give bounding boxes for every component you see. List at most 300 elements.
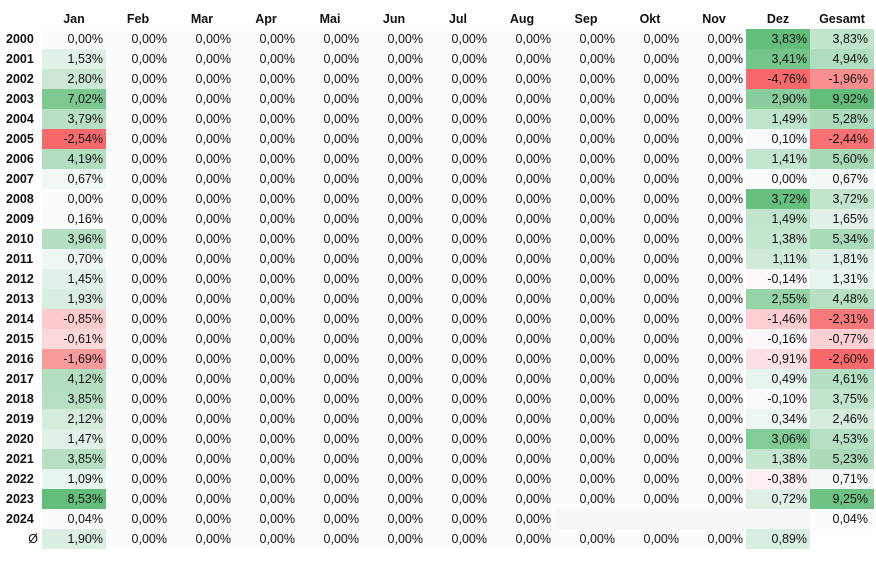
value-cell: 0,00% <box>170 269 234 289</box>
table-row <box>4 469 874 489</box>
row-label: 2018 <box>6 392 34 406</box>
value-cell: 0,00% <box>106 29 170 49</box>
value-cell: 0,00% <box>234 209 298 229</box>
value-cell: 0,00% <box>106 109 170 129</box>
value-cell: 0,00% <box>106 349 170 369</box>
value-cell: 0,00% <box>682 289 746 309</box>
value-cell: 0,00% <box>426 49 490 69</box>
row-label: 2002 <box>6 72 34 86</box>
total-cell: 1,81% <box>810 249 874 269</box>
value-cell: 0,00% <box>490 249 554 269</box>
value-cell: 0,00% <box>106 69 170 89</box>
total-cell: 0,71% <box>810 469 874 489</box>
value-cell: 0,00% <box>298 489 362 509</box>
value-cell: 0,00% <box>426 409 490 429</box>
value-cell: 0,00% <box>106 269 170 289</box>
column-header: Jun <box>382 12 406 26</box>
value-cell: 0,00% <box>618 309 682 329</box>
column-header: Nov <box>702 12 726 26</box>
value-cell: 0,00% <box>362 509 426 529</box>
row-label: Ø <box>28 532 38 546</box>
value-cell: 0,00% <box>490 189 554 209</box>
total-cell: 9,25% <box>810 489 874 509</box>
value-cell: 0,00% <box>298 49 362 69</box>
value-cell: 0,00% <box>426 29 490 49</box>
value-cell: 0,00% <box>106 429 170 449</box>
total-cell: 5,23% <box>810 449 874 469</box>
total-cell: 1,65% <box>810 209 874 229</box>
value-cell: 0,00% <box>554 69 618 89</box>
value-cell: 0,00% <box>682 469 746 489</box>
table-row <box>4 269 874 289</box>
value-cell: 0,00% <box>234 189 298 209</box>
table-row <box>4 449 874 469</box>
value-cell: 0,00% <box>170 229 234 249</box>
value-cell: 0,00% <box>362 229 426 249</box>
value-cell: 0,00% <box>234 369 298 389</box>
value-cell: 0,00% <box>490 529 554 549</box>
value-cell: 0,00% <box>682 409 746 429</box>
value-cell: 0,00% <box>106 149 170 169</box>
value-cell: 0,00% <box>682 169 746 189</box>
value-cell: 0,00% <box>554 489 618 509</box>
row-label: 2014 <box>6 312 34 326</box>
row-label: 2017 <box>6 372 34 386</box>
table-row <box>4 109 874 129</box>
value-cell: 1,41% <box>746 149 810 169</box>
value-cell: 2,12% <box>42 409 106 429</box>
value-cell: 0,00% <box>682 309 746 329</box>
value-cell: 0,00% <box>554 409 618 429</box>
corner-cell <box>4 9 42 29</box>
total-cell: 5,60% <box>810 149 874 169</box>
value-cell: -1,69% <box>42 349 106 369</box>
value-cell: 0,00% <box>170 529 234 549</box>
value-cell: 0,00% <box>234 409 298 429</box>
value-cell: -0,16% <box>746 329 810 349</box>
value-cell: 0,00% <box>362 449 426 469</box>
row-label: 2016 <box>6 352 34 366</box>
total-cell: 9,92% <box>810 89 874 109</box>
value-cell: 0,00% <box>170 89 234 109</box>
total-cell: 2,46% <box>810 409 874 429</box>
total-cell: 4,61% <box>810 369 874 389</box>
table-row <box>4 389 874 409</box>
value-cell: 0,00% <box>234 529 298 549</box>
row-label: 2023 <box>6 492 34 506</box>
total-cell: 5,34% <box>810 229 874 249</box>
value-cell: -0,85% <box>42 309 106 329</box>
value-cell: 0,00% <box>554 49 618 69</box>
value-cell: 0,00% <box>234 489 298 509</box>
value-cell: 0,00% <box>298 149 362 169</box>
value-cell: 0,16% <box>42 209 106 229</box>
column-header: Jul <box>448 12 468 26</box>
value-cell: 0,00% <box>554 229 618 249</box>
row-label: 2024 <box>6 512 34 526</box>
value-cell: 0,00% <box>618 189 682 209</box>
value-cell: 0,00% <box>426 89 490 109</box>
value-cell: 0,00% <box>426 469 490 489</box>
value-cell: 0,00% <box>490 209 554 229</box>
value-cell: 0,00% <box>682 269 746 289</box>
value-cell: 8,53% <box>42 489 106 509</box>
row-label: 2012 <box>6 272 34 286</box>
row-label: 2000 <box>6 32 34 46</box>
value-cell: 0,00% <box>362 189 426 209</box>
value-cell: 0,00% <box>682 389 746 409</box>
column-header: Sep <box>574 12 598 26</box>
value-cell: 0,00% <box>426 349 490 369</box>
value-cell: -0,91% <box>746 349 810 369</box>
value-cell: 0,00% <box>362 49 426 69</box>
value-cell: -0,10% <box>746 389 810 409</box>
value-cell: 0,00% <box>170 309 234 329</box>
value-cell: 0,00% <box>42 29 106 49</box>
value-cell: 1,90% <box>42 529 106 549</box>
value-cell: 1,38% <box>746 449 810 469</box>
value-cell: 0,00% <box>426 189 490 209</box>
column-header: Apr <box>255 12 277 26</box>
value-cell: 0,00% <box>106 169 170 189</box>
value-cell: 0,00% <box>234 389 298 409</box>
value-cell: 0,00% <box>170 509 234 529</box>
value-cell: 4,12% <box>42 369 106 389</box>
value-cell: 0,00% <box>170 389 234 409</box>
value-cell: 0,00% <box>490 49 554 69</box>
value-cell: 3,06% <box>746 429 810 449</box>
value-cell: 1,11% <box>746 249 810 269</box>
value-cell: 1,45% <box>42 269 106 289</box>
value-cell: 0,00% <box>362 89 426 109</box>
value-cell: 0,10% <box>746 129 810 149</box>
value-cell: 0,00% <box>554 309 618 329</box>
value-cell: 0,00% <box>682 189 746 209</box>
value-cell <box>618 509 682 529</box>
value-cell: 0,00% <box>426 69 490 89</box>
value-cell: 0,04% <box>42 509 106 529</box>
value-cell: 0,00% <box>682 209 746 229</box>
value-cell: 0,00% <box>682 89 746 109</box>
table-row <box>4 89 874 109</box>
value-cell: 0,00% <box>618 349 682 369</box>
value-cell: 0,00% <box>362 69 426 89</box>
value-cell: 0,00% <box>170 149 234 169</box>
row-label: 2020 <box>6 432 34 446</box>
table-row <box>4 129 874 149</box>
table-row <box>4 409 874 429</box>
value-cell: 0,00% <box>682 449 746 469</box>
value-cell: 0,00% <box>554 269 618 289</box>
row-label: 2006 <box>6 152 34 166</box>
table-row <box>4 349 874 369</box>
table-row <box>4 189 874 209</box>
value-cell: 0,00% <box>426 449 490 469</box>
value-cell: 3,96% <box>42 229 106 249</box>
value-cell: 0,00% <box>682 369 746 389</box>
value-cell: 0,00% <box>362 109 426 129</box>
value-cell: 0,00% <box>106 209 170 229</box>
column-header: Jan <box>63 12 85 26</box>
table-row <box>4 369 874 389</box>
value-cell: 0,00% <box>490 149 554 169</box>
value-cell: 0,00% <box>554 469 618 489</box>
table-row <box>4 209 874 229</box>
row-label: 2021 <box>6 452 34 466</box>
value-cell: 0,00% <box>298 309 362 329</box>
value-cell: 0,00% <box>426 169 490 189</box>
column-header: Okt <box>639 12 661 26</box>
value-cell: 0,00% <box>106 189 170 209</box>
value-cell: 1,47% <box>42 429 106 449</box>
value-cell: 0,00% <box>490 129 554 149</box>
value-cell: 0,00% <box>298 109 362 129</box>
value-cell: 0,00% <box>490 109 554 129</box>
value-cell: 0,00% <box>490 29 554 49</box>
column-header: Mar <box>190 12 214 26</box>
value-cell: 0,00% <box>426 529 490 549</box>
value-cell: 1,38% <box>746 229 810 249</box>
value-cell: 0,00% <box>362 369 426 389</box>
value-cell: 0,00% <box>234 429 298 449</box>
value-cell: 0,00% <box>490 169 554 189</box>
value-cell: 0,00% <box>426 309 490 329</box>
value-cell: 0,00% <box>682 429 746 449</box>
value-cell: 0,00% <box>490 489 554 509</box>
value-cell: 0,00% <box>234 69 298 89</box>
value-cell: 0,00% <box>106 469 170 489</box>
value-cell: 0,00% <box>234 469 298 489</box>
value-cell: 0,00% <box>170 29 234 49</box>
value-cell: 0,00% <box>426 209 490 229</box>
value-cell: 0,00% <box>106 449 170 469</box>
value-cell: 0,00% <box>298 29 362 49</box>
value-cell: 0,00% <box>106 49 170 69</box>
value-cell: 0,00% <box>106 129 170 149</box>
value-cell: 0,00% <box>42 189 106 209</box>
value-cell: 0,00% <box>554 109 618 129</box>
value-cell: 0,00% <box>234 449 298 469</box>
value-cell: 0,00% <box>298 409 362 429</box>
value-cell: 0,00% <box>170 69 234 89</box>
value-cell: 0,00% <box>490 429 554 449</box>
value-cell: 0,00% <box>234 49 298 69</box>
row-label: 2003 <box>6 92 34 106</box>
value-cell: 1,49% <box>746 209 810 229</box>
total-cell: 4,48% <box>810 289 874 309</box>
value-cell: 0,00% <box>618 109 682 129</box>
value-cell <box>554 509 618 529</box>
value-cell: 0,49% <box>746 369 810 389</box>
value-cell: 0,00% <box>170 189 234 209</box>
value-cell: 0,00% <box>490 389 554 409</box>
value-cell: 0,00% <box>618 209 682 229</box>
value-cell: 7,02% <box>42 89 106 109</box>
value-cell: 0,00% <box>298 169 362 189</box>
value-cell: 0,00% <box>618 29 682 49</box>
total-cell: 3,83% <box>810 29 874 49</box>
value-cell: 0,00% <box>234 229 298 249</box>
value-cell: 0,00% <box>362 489 426 509</box>
value-cell: 0,00% <box>426 229 490 249</box>
value-cell: 1,09% <box>42 469 106 489</box>
value-cell: 0,00% <box>106 289 170 309</box>
value-cell: 0,00% <box>170 329 234 349</box>
value-cell: 0,00% <box>554 369 618 389</box>
value-cell: 0,00% <box>554 149 618 169</box>
value-cell: 0,00% <box>490 469 554 489</box>
value-cell: 3,72% <box>746 189 810 209</box>
value-cell: 0,00% <box>106 389 170 409</box>
value-cell: 0,00% <box>106 509 170 529</box>
value-cell: 0,72% <box>746 489 810 509</box>
value-cell: 0,00% <box>106 249 170 269</box>
value-cell: 0,00% <box>362 149 426 169</box>
value-cell: 0,00% <box>170 369 234 389</box>
table-row <box>4 529 874 549</box>
value-cell: 0,00% <box>362 129 426 149</box>
value-cell: 0,00% <box>618 169 682 189</box>
value-cell <box>746 509 810 529</box>
value-cell: 0,00% <box>554 129 618 149</box>
value-cell: 0,00% <box>362 269 426 289</box>
value-cell: 0,00% <box>490 89 554 109</box>
value-cell: 0,00% <box>682 229 746 249</box>
value-cell: 0,00% <box>362 309 426 329</box>
value-cell: 0,00% <box>106 369 170 389</box>
row-label: 2011 <box>6 252 34 266</box>
value-cell: -1,46% <box>746 309 810 329</box>
value-cell: 0,00% <box>362 349 426 369</box>
total-cell: 3,75% <box>810 389 874 409</box>
value-cell: 0,00% <box>618 469 682 489</box>
row-label: 2004 <box>6 112 34 126</box>
value-cell: 0,00% <box>618 149 682 169</box>
row-label: 2005 <box>6 132 34 146</box>
value-cell: 0,00% <box>106 409 170 429</box>
total-cell: 4,53% <box>810 429 874 449</box>
total-cell: 0,67% <box>810 169 874 189</box>
value-cell: 0,00% <box>362 289 426 309</box>
value-cell: 0,00% <box>490 69 554 89</box>
value-cell: 0,00% <box>106 229 170 249</box>
value-cell: 0,00% <box>554 169 618 189</box>
value-cell: 0,00% <box>682 489 746 509</box>
value-cell: 0,00% <box>234 329 298 349</box>
value-cell: 0,00% <box>554 349 618 369</box>
value-cell: 0,00% <box>554 529 618 549</box>
value-cell: 0,00% <box>170 489 234 509</box>
value-cell: 2,90% <box>746 89 810 109</box>
value-cell: 0,34% <box>746 409 810 429</box>
table-row <box>4 509 874 529</box>
value-cell: 0,00% <box>682 249 746 269</box>
value-cell: 0,00% <box>618 49 682 69</box>
value-cell: 0,00% <box>298 209 362 229</box>
value-cell: 0,00% <box>618 389 682 409</box>
value-cell: 0,00% <box>234 249 298 269</box>
table-row <box>4 149 874 169</box>
row-label: 2001 <box>6 52 34 66</box>
value-cell: 3,85% <box>42 449 106 469</box>
value-cell: 0,00% <box>170 49 234 69</box>
value-cell: 0,00% <box>618 89 682 109</box>
value-cell: 0,89% <box>746 529 810 549</box>
total-cell: 1,31% <box>810 269 874 289</box>
value-cell: 0,00% <box>618 269 682 289</box>
column-header: Aug <box>509 12 535 26</box>
row-label: 2010 <box>6 232 34 246</box>
value-cell: 0,67% <box>42 169 106 189</box>
value-cell: 0,00% <box>490 269 554 289</box>
total-cell: 4,94% <box>810 49 874 69</box>
value-cell: 0,00% <box>682 529 746 549</box>
value-cell: 0,00% <box>298 249 362 269</box>
value-cell: 0,00% <box>170 469 234 489</box>
value-cell: 0,00% <box>490 309 554 329</box>
value-cell: 0,00% <box>298 269 362 289</box>
value-cell: 0,00% <box>362 409 426 429</box>
value-cell: 0,00% <box>234 269 298 289</box>
value-cell: 4,19% <box>42 149 106 169</box>
value-cell: -2,54% <box>42 129 106 149</box>
value-cell: 2,55% <box>746 289 810 309</box>
row-label: 2008 <box>6 192 34 206</box>
value-cell: 1,49% <box>746 109 810 129</box>
value-cell: 2,80% <box>42 69 106 89</box>
value-cell: 0,00% <box>490 289 554 309</box>
value-cell: 0,00% <box>490 329 554 349</box>
value-cell: 0,00% <box>298 529 362 549</box>
value-cell: 0,00% <box>298 389 362 409</box>
value-cell: 0,00% <box>362 329 426 349</box>
value-cell: 0,00% <box>170 129 234 149</box>
total-cell: -2,44% <box>810 129 874 149</box>
value-cell: 0,00% <box>490 229 554 249</box>
value-cell: 0,00% <box>426 129 490 149</box>
value-cell: 0,00% <box>682 349 746 369</box>
value-cell: 0,00% <box>618 229 682 249</box>
value-cell: 0,00% <box>170 429 234 449</box>
value-cell: 0,00% <box>234 109 298 129</box>
table-row <box>4 249 874 269</box>
value-cell: 0,00% <box>554 29 618 49</box>
value-cell: 0,00% <box>298 349 362 369</box>
value-cell: -0,61% <box>42 329 106 349</box>
value-cell: 0,00% <box>490 409 554 429</box>
value-cell: 0,00% <box>426 269 490 289</box>
value-cell: 0,00% <box>298 369 362 389</box>
value-cell: 0,00% <box>298 69 362 89</box>
value-cell: 0,00% <box>170 409 234 429</box>
table-row <box>4 49 874 69</box>
value-cell: 0,00% <box>426 329 490 349</box>
value-cell: 0,00% <box>362 249 426 269</box>
value-cell: 3,41% <box>746 49 810 69</box>
value-cell: 0,00% <box>682 329 746 349</box>
total-cell: 3,72% <box>810 189 874 209</box>
value-cell: 0,00% <box>554 89 618 109</box>
value-cell: 0,00% <box>170 249 234 269</box>
header-row <box>4 9 874 29</box>
value-cell: 0,00% <box>298 509 362 529</box>
value-cell: -0,38% <box>746 469 810 489</box>
value-cell: 0,00% <box>106 529 170 549</box>
value-cell: 0,00% <box>490 509 554 529</box>
value-cell: 0,00% <box>554 249 618 269</box>
table-row <box>4 69 874 89</box>
value-cell: 3,79% <box>42 109 106 129</box>
